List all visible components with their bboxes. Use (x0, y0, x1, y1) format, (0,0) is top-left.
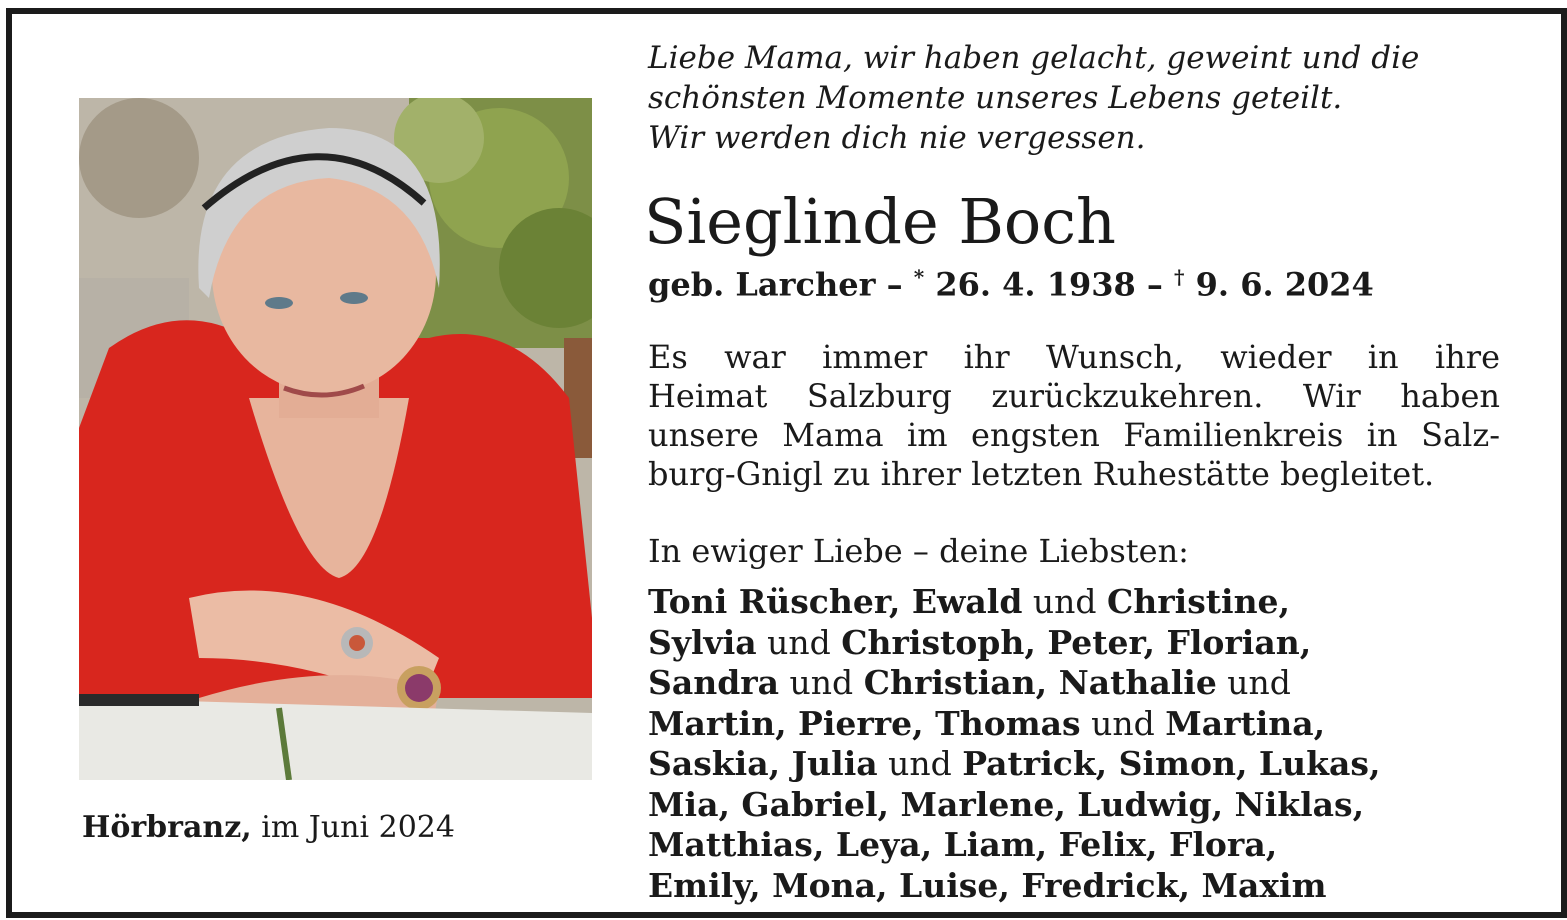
conjunction: und (1216, 663, 1291, 702)
motto-quote (648, 38, 1419, 158)
mourner-line (648, 663, 1380, 704)
place-date-caption (82, 810, 455, 845)
mourner-names: Mia, Gabriel, Marlene, Ludwig, Niklas, (648, 784, 1365, 824)
death-date: 9. 6. 2024 (1184, 265, 1374, 304)
mourner-line (648, 582, 1380, 623)
mourner-names: Sylvia (648, 622, 757, 662)
maiden-name: geb. Larcher (648, 265, 876, 304)
mourners-list (648, 582, 1380, 906)
caption-date: im Juni 2024 (251, 810, 455, 845)
conjunction: und (877, 744, 963, 783)
portrait-photo (79, 98, 592, 780)
announcement-line: burg-Gnigl zu ihrer letzten Ruhestätte begleitet. (648, 455, 1435, 493)
mourner-names: Christian, Nathalie (863, 663, 1217, 702)
birth-date: 26. 4. 1938 (924, 265, 1136, 304)
mourner-line (648, 785, 1380, 826)
mourner-line (648, 866, 1380, 907)
mourner-line (648, 704, 1380, 745)
mourner-names: Sandra (648, 663, 780, 702)
obituary-frame (6, 8, 1567, 918)
portrait-illustration (79, 98, 592, 780)
mourner-names: Christoph, Peter, Florian, (841, 622, 1312, 662)
caption-place: Hörbranz, (82, 810, 252, 845)
mourner-names: Martina, (1165, 703, 1326, 743)
motto-line: Wir werden dich nie vergessen. (648, 120, 1146, 156)
birth-star-icon: * (913, 265, 925, 289)
dash: – (1135, 265, 1175, 304)
mourner-names: Toni Rüscher, Ewald (648, 582, 1023, 621)
death-cross-icon: † (1174, 265, 1185, 289)
conjunction: und (1080, 703, 1166, 743)
mourner-names: Matthias, Leya, Liam, Felix, Flora, (648, 825, 1278, 864)
announcement-text (648, 338, 1500, 494)
announcement-line: Heimat Salzburg zurückzukehren. Wir haben (648, 377, 1500, 415)
announcement-line: Es war immer ihr Wunsch, wieder in ihre (648, 338, 1500, 376)
mourner-names: Saskia, Julia (648, 744, 878, 783)
announcement-line: unsere Mama im engsten Familienkreis in Salz- (648, 416, 1500, 454)
dash: – (875, 265, 914, 304)
motto-line: schönsten Momente unseres Lebens geteilt. (648, 80, 1343, 116)
conjunction: und (756, 622, 842, 662)
love-line: In ewiger Liebe – deine Liebsten: (648, 532, 1189, 570)
mourner-line (648, 623, 1380, 664)
life-dates (648, 265, 1374, 304)
deceased-name: Sieglinde Boch (644, 185, 1116, 258)
mourner-line (648, 744, 1380, 785)
mourner-names: Christine, (1107, 582, 1291, 621)
mourner-names: Martin, Pierre, Thomas (648, 703, 1081, 743)
mourner-line (648, 825, 1380, 866)
conjunction: und (779, 663, 864, 702)
mourner-names: Patrick, Simon, Lukas, (962, 744, 1381, 783)
motto-line: Liebe Mama, wir haben gelacht, geweint und die (648, 40, 1420, 76)
mourner-names: Emily, Mona, Luise, Fredrick, Maxim (648, 865, 1327, 905)
conjunction: und (1022, 582, 1108, 621)
